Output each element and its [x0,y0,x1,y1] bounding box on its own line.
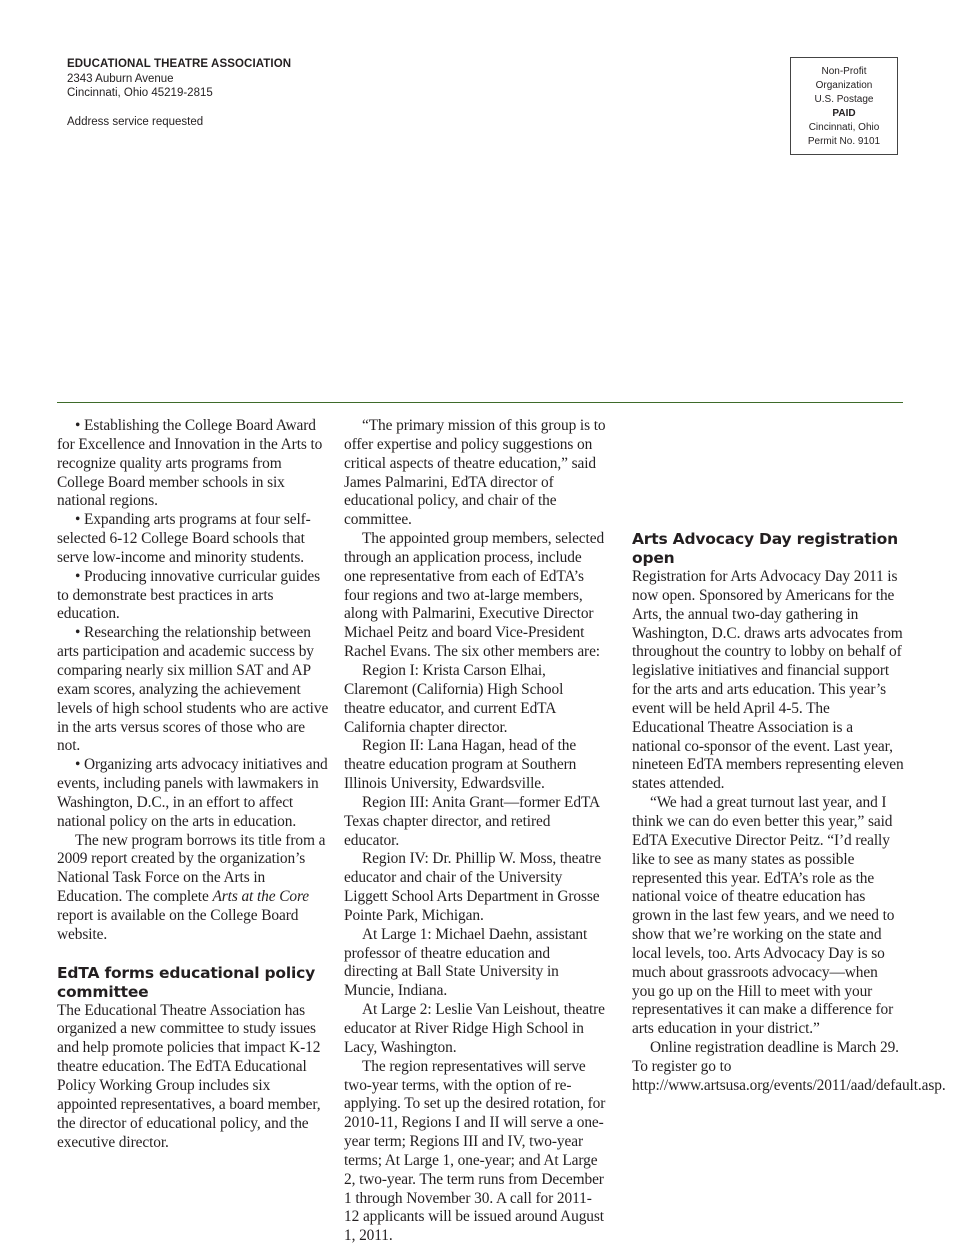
article-heading-policy-committee: EdTA forms educational policy committee [57,963,315,1001]
member-entry: At Large 2: Leslie Van Leishout, theatre educator at River Ridge High School in Lacy, Washington. [344,1001,605,1056]
return-address [67,57,291,129]
article-paragraph: The appointed group members, selected through an application process, include one representative from each of EdTA’s four regions and two at-large members, along with Palmarini, Executive Director Michael Peitz and board Vice-President Rachel Evans. The six other members are: [344,530,605,661]
indicia-line: Cincinnati, Ohio [808,122,880,133]
indicia-line: Non-Profit [821,66,867,77]
bullet-item: • Organizing arts advocacy initiatives and events, including panels with lawmakers in Washington, D.C., in an effort to affect national policy on the arts in education. [57,756,328,830]
bullet-item: • Researching the relationship between arts participation and academic success by comparing nearly six million SAT and AP exam scores, analyzing the achievement levels of high school students who are active in the arts versus scores of those who are not. [57,624,329,755]
organization-name: EDUCATIONAL THEATRE ASSOCIATION [67,58,292,70]
indicia-paid: PAID [832,108,856,119]
article-paragraph: The Educational Theatre Association has organized a new committee to study issues and help promote policies that impact K-12 theatre education. The EdTA Educational Policy Working Group includes six appointed representatives, a board member, the director of educational policy, and the executive director. [57,1001,321,1151]
article-closing-paragraph [57,832,329,945]
article-heading-advocacy-day: Arts Advocacy Day registration open [632,530,898,567]
indicia-permit: Permit No. 9101 [807,136,881,147]
article-paragraph: The region representatives will serve two-year terms, with the option of re-applying. To set up the desired rotation, for 2010-11, Regions I and II will serve a one-year term; Regions III and IV, two-year terms; At Large 1, one-year; and At Large 2, two-year. The term runs from December 1 through November 30. A call for 2011-12 applicants will be issued around August 1, 2011. [344,1057,606,1245]
section-divider [57,402,903,403]
column-2 [344,417,606,1246]
closing-text-start: The new program borrows its title from a 2009 report created by the organization’s National Task Force on the Arts in Education. The complete [57,831,326,906]
street-address: 2343 Auburn Avenue [67,72,174,85]
article-paragraph: “The primary mission of this group is to offer expertise and policy suggestions on critical aspects of theatre education,” said James Palmarini, EdTA director of educational policy, and chair of the committee. [344,417,606,529]
column-3 [632,417,946,1096]
bullet-item: • Expanding arts programs at four self-selected 6-12 College Board schools that serve low-income and minority students. [57,511,311,566]
member-entry: Region II: Lana Hagan, head of the theatre education program at Southern Illinois University, Edwardsville. [344,737,577,793]
indicia-line: Organization [815,80,873,91]
report-title: Arts at the Core [212,888,310,906]
closing-text-end: report is available on the College Board website. [57,906,299,943]
article-paragraph: Registration for Arts Advocacy Day 2011 is now open. Sponsored by Americans for the Arts, the annual two-day gathering in Washington, D.C. draws arts advocates from throughout the country to lobby on behalf of legislative initiatives and financial support for the arts and arts education. This year’s event will be held April 4-5. The Educational Theatre Association is a national co-sponsor of the event. Last year, nineteen EdTA members representing eleven states attended. [632,568,904,793]
bullet-item: • Establishing the College Board Award for Excellence and Innovation in the Arts to recognize quality arts programs from College Board member schools in six national regions. [57,417,323,510]
column-3-spacer [632,417,904,530]
member-entry: At Large 1: Michael Daehn, assistant professor of theatre education and directing at Ball State University in Muncie, Indiana. [344,925,588,1000]
member-entry: Region III: Anita Grant—former EdTA Texas chapter director, and retired educator. [344,793,600,849]
article-paragraph: “We had a great turnout last year, and I think we can do even better this year,” said EdTA Executive Director Peitz. “I’d really like to see as many states as possible represented this year. EdTA’s role as the national voice of theatre education has grown in the last few years, and we need to show that we’re working on the state and local levels, too. Arts Advocacy Day is so much about grassroots advocacy—when you go up on the Hill to meet with your representatives it can make a difference for arts education in your district.” [632,794,895,1038]
bullet-item: • Producing innovative curricular guides to demonstrate best practices in arts education. [57,567,321,623]
indicia-line: U.S. Postage [814,94,874,105]
postage-indicia [790,57,898,155]
member-entry: Region IV: Dr. Phillip W. Moss, theatre educator and chair of the University Liggett School Arts Department in Grosse Pointe Park, Michigan. [344,850,602,924]
address-service-note: Address service requested [67,115,204,128]
column-1 [57,417,329,1152]
article-paragraph: Online registration deadline is March 29. To register go to http://www.artsusa.org/events/2011/aad/default.asp. [632,1039,946,1094]
city-state-zip: Cincinnati, Ohio 45219-2815 [67,87,213,99]
member-entry: Region I: Krista Carson Elhai, Claremont (California) High School theatre educator, and current EdTA California chapter director. [344,661,564,736]
